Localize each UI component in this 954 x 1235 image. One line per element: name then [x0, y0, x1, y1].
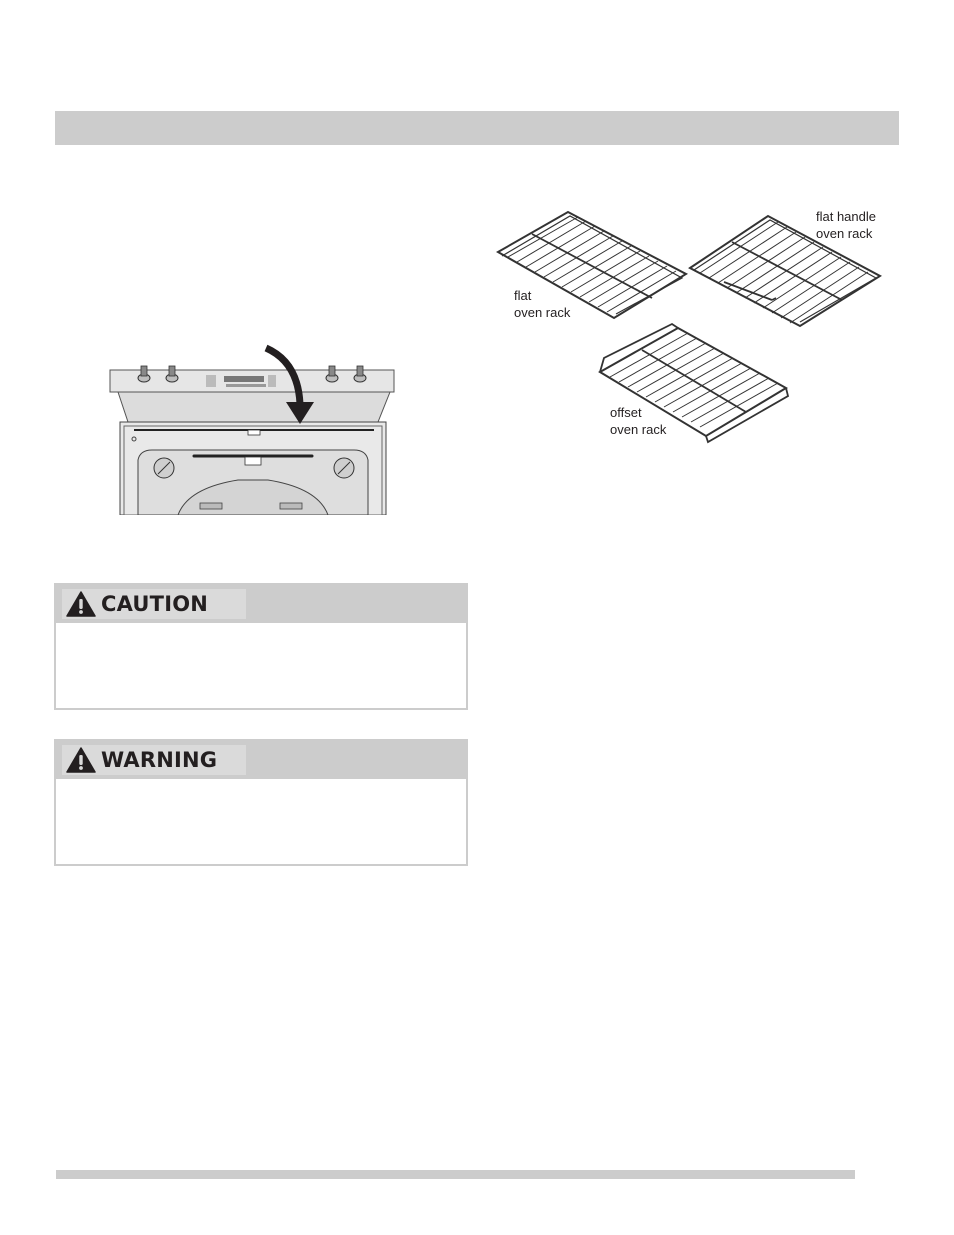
header-bar — [55, 111, 899, 145]
warning-triangle-icon — [66, 747, 96, 773]
flat-handle-label-line-2: oven rack — [816, 226, 873, 241]
caution-header — [56, 585, 466, 623]
flat-handle-oven-rack-label — [816, 208, 876, 242]
flat-oven-rack-label — [514, 287, 570, 321]
warning-title: WARNING — [101, 748, 218, 772]
warning-tag — [62, 745, 246, 775]
warning-box — [54, 739, 468, 866]
flat-rack-label-line-1: flat — [514, 288, 532, 303]
offset-oven-rack-label — [610, 404, 666, 438]
flat-handle-label-line-1: flat handle — [816, 209, 876, 224]
warning-header — [56, 741, 466, 779]
warning-triangle-icon — [66, 591, 96, 617]
offset-label-line-1: offset — [610, 405, 642, 420]
caution-tag — [62, 589, 246, 619]
caution-title: CAUTION — [101, 592, 209, 616]
caution-box — [54, 583, 468, 710]
flat-rack-label-line-2: oven rack — [514, 305, 571, 320]
oven-door-illustration — [108, 340, 398, 515]
offset-label-line-2: oven rack — [610, 422, 667, 437]
footer-bar — [56, 1170, 855, 1179]
